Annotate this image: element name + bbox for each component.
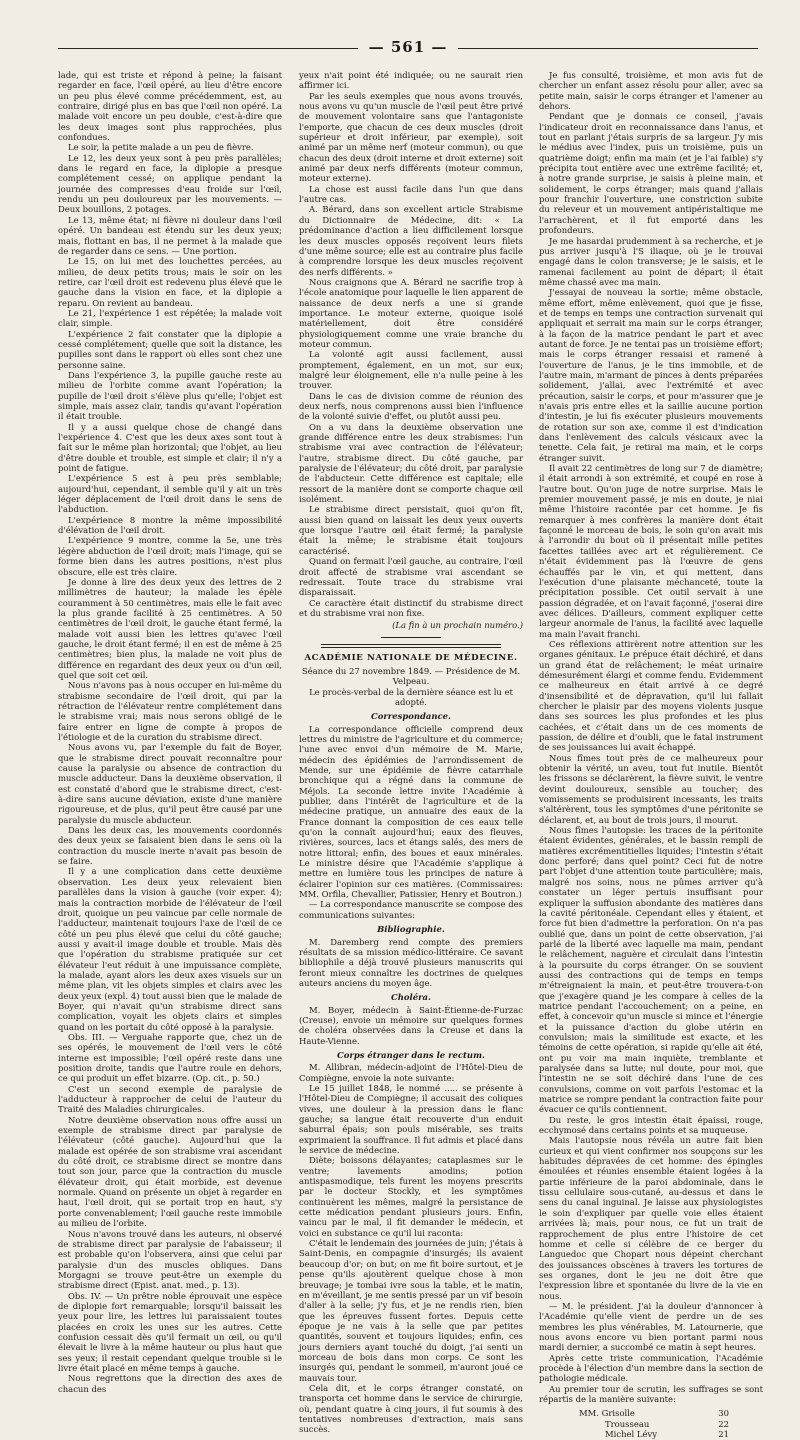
paragraph: yeux n'ait point été indiquée; ou ne saurait rien affirmer ici. xyxy=(299,70,523,91)
paragraph: On a vu dans la deuxième observation une grande différence entre les deux strabismes: l'un strabisme vrai avec contraction de l'élévateur; l'autre, strabisme direct. Du côté gauche, par paralysie de l'élévateur; du côté droit, par paralysie de l'abducteur. Cette différence est capitale; elle ressort de la manière dont se comporte chaque œil isolément. xyxy=(299,421,523,505)
paragraph: Dans l'expérience 3, la pupille gauche reste au milieu de l'orbite comme avant l'opération; la pupille de l'œil droit s'élève plus qu'elle; l'objet est simple, mais assez clair, tandis qu'avant l'opération il était trouble. xyxy=(58,369,282,422)
vote-row xyxy=(579,1429,729,1439)
paragraph: Nous fîmes l'autopsie: les traces de la péritonite étaient évidentes, générales, et le bassin rempli de matières excrémentitielles liquides; l'intestin s'était donc perforé; dans quel point? Ceci fut de notre part l'objet d'une attention toute particulière; mais, malgré nos soins, nous ne pûmes arriver qu'à constater un léger pertuis insuffisant pour expliquer la suffusion abondante des matières dans la cavité péritonéale. Cependant elles y étaient, et force fut bien d'admettre la perforation. On n'a pas oublié que, dans un point de cette observation, j'ai parlé de la liberté avec laquelle ma main, pendant le relâchement, naguère et circulait dans l'intestin à la poursuite du corps étranger. On se souvient aussi des contractions qui de temps en temps m'étreignaient la main, et peut-être trouvera-t-on que j'exagère quand je les compare à celles de la matrice pendant l'accouchement; on a peine, en effet, à concevoir qu'un muscle si mince et l'énergie et la puissance d'action du globe utérin en convulsion; mais la similitude est exacte, et les témoins de cette opération, si rapide qu'elle ait été, ont pu voir ma main inquiète, tremblante et paralysée dans sa lutte; nul doute, pour moi, que l'intestin ne se soit déchiré dans l'une de ces convulsions, comme on voit parfois l'estomac et la matrice se rompre pendant la contraction faite pour évacuer ce qu'ils contiennent. xyxy=(539,825,763,1115)
paragraph: Par les seuls exemples que nous avons trouvés, nous avons vu qu'un muscle de l'œil peut être privé de mouvement volontaire sans que l'antagoniste l'emporte, que chacun de ces deux muscles (droit supérieur et droit inférieur, par exemple), soit animé par un même nerf (moteur commun), ou que chacun des deux (droit interne et droit externe) soit animé par deux nerfs différents (moteur commun, moteur externe). xyxy=(299,90,523,184)
paragraph: Nous n'avons pas à nous occuper en lui-même du strabisme secondaire de l'œil droit, qui par la rétraction de l'élévateur rentre complétement dans le strabisme vrai; mais nous serons obligé de le faire entrer en ligne de compte à propos de l'étiologie et de la curation du strabisme direct. xyxy=(58,680,282,742)
column-1 xyxy=(58,70,282,1394)
continued-note: (La fin à un prochain numéro.) xyxy=(392,620,523,631)
paragraph: C'est un second exemple de paralysie de l'adducteur à rapprocher de celui de l'auteur du Traité des Maladies chirurgicales. xyxy=(58,1083,282,1115)
vote-count: 22 xyxy=(718,1418,729,1429)
paragraph: A. Bérard, dans son excellent article Strabisme du Dictionnaire de Médecine, dit: « La prédominance d'action a lieu difficilement lorsque les deux muscles opposés reçoivent leurs filets d'une même source; elle est au contraire plus facile à comprendre lorsque les deux muscles reçoivent des nerfs différents. » xyxy=(299,204,523,277)
session-line: Séance du 27 novembre 1849. — Présidence de M. Velpeau. xyxy=(301,665,521,687)
paragraph: lade, qui est triste et répond à peine; la faisant regarder en face, l'œil opéré, au lieu d'être encore un peu plus élevé comme précédemment, est, au contraire, dirigé plus en bas que l'œil non opéré. La malade voit encore un peu double, c'est-à-dire que les deux images sont plus rapprochées, plus confondues. xyxy=(58,70,282,143)
paragraph: Le 12, les deux yeux sont à peu près parallèles; dans le regard en face, la diplopie a presque complétement cessé; on applique pendant la journée des compresses d'eau froide sur l'œil, rendu un peu douloureux par les mouvements. — Deux bouillons, 2 potages. xyxy=(58,152,282,215)
paragraph: Du reste, le gros intestin était épaissi, rouge, ecchymosé dans certains points et sa muqueuse. xyxy=(539,1114,763,1136)
page-header xyxy=(58,38,758,58)
paragraph: Nous n'avons trouvé dans les auteurs, ni observé de strabisme direct par paralysie de l'abaisseur; il est probable qu'on l'observera, ainsi que celui par paralysie d'un des muscles obliques. Dans Morgagni se trouve peut-être un exemple du strabisme direct (Epist. anat. med., p. 13). xyxy=(58,1228,282,1291)
paragraph: Nous fîmes tout près de ce malheureux pour obtenir la vérité, un aveu, tout fut inutile. Bientôt les frissons se déclarèrent, la fièvre suivit, le ventre devint douloureux, sensible au toucher; des vomissements se produisirent incessants, les traits s'altérèrent, tous les symptômes d'une péritonite se déclarent, et, au bout de trois jours, il mourut. xyxy=(539,752,763,825)
paragraph: M. Boyer, médecin à Saint-Étienne-de-Furzac (Creuse), envoie un mémoire sur quelques formes de choléra observées dans la Creuse et dans la Haute-Vienne. xyxy=(299,1004,523,1046)
paragraph: Le soir, la petite malade a un peu de fièvre. xyxy=(68,142,254,153)
paragraph: M. Daremberg rend compte des premiers résultats de sa mission médico-littéraire. Ce savant bibliophile a déjà trouvé plusieurs manuscrits qui feront mieux connaître les doctrines de quelques auteurs anciens du moyen âge. xyxy=(299,936,523,988)
subheading-cholera: Choléra. xyxy=(391,992,431,1003)
paragraph: Obs. III. — Verguahe rapporte que, chez un de ses opérés, le mouvement de l'œil vers le côté interne est impossible; l'œil opéré reste dans une position droite, tandis que l'autre roule en dehors, ce qui produit un effet bizarre. (Op. cit., p. 50.) xyxy=(58,1031,282,1084)
academy-title: ACADÉMIE NATIONALE DE MÉDECINE. xyxy=(304,652,518,663)
paragraph: La chose est aussi facile dans l'un que dans l'autre cas. xyxy=(299,183,523,205)
paragraph: Cela dit, et le corps étranger constaté, on transporta cet homme dans le service de chirurgie, où, pendant quatre à cinq jours, il fut soumis à des tentatives nombreuses d'extraction, mais sans succès. xyxy=(299,1382,523,1435)
paragraph: La volonté agit aussi facilement, aussi promptement, également, en un mot, sur eux; malgré leur éloignement, elle n'a nulle peine à les trouver. xyxy=(299,349,523,391)
section-divider xyxy=(381,637,441,638)
candidate-name: Trousseau xyxy=(605,1418,650,1429)
paragraph: L'expérience 5 est à peu près semblable; aujourd'hui, cependant, il semble qu'il y ait un très léger déplacement de l'œil droit dans le sens de l'abduction. xyxy=(58,473,282,515)
paragraph: Je donne à lire des deux yeux des lettres de 2 millimètres de hauteur; la malade les épèle couramment à 50 centimètres, mais elle le fait avec la plus grande facilité à 25 centimètres. A 50 centimètres de l'œil droit, le gauche étant fermé, la malade voit aussi bien les lettres qu'avec l'œil gauche, le droit étant fermé; il en est de même à 25 centimètres; bien plus, la malade ne voit plus de différence en regardant des deux yeux ou d'un œil, quel que soit cet œil. xyxy=(58,576,282,680)
paragraph: Nous avons vu, par l'exemple du fait de Boyer, que le strabisme direct pouvait reconnaître pour cause la paralysie ou absence de contraction du muscle adducteur. Dans la deuxième observation, il est constaté d'abord que le strabisme direct, c'est-à-dire sans aucune déviation, existe d'une manière rigoureuse, et de plus, qu'il peut être causé par une paralysie du muscle abducteur. xyxy=(58,742,282,825)
paragraph: Au premier tour de scrutin, les suffrages se sont répartis de la manière suivante: xyxy=(539,1383,763,1404)
page-number: — 561 — xyxy=(368,38,448,56)
subheading-bibliographie: Bibliographie. xyxy=(377,924,445,935)
paragraph: C'était le lendemain des journées de juin; j'étais à Saint-Denis, en compagnie d'insurgés; ils avaient beaucoup d'or; on but; on me fit boire surtout, et je pense qu'ils ajoutèrent quelque chose à mon breuvage; je tombai ivre sous la table, et le matin, en m'éveillant, je me sentis pressé par un vif besoin d'aller à la selle; j'y fus, et je ne rendis rien, bien que les épreuves fussent fortes. Depuis cette époque je ne vais à la selle que par petites quantités, souvent et toujours liquides; enfin, ces jours derniers ayant touché du doigt, j'ai senti un morceau de bois dans mon corps. Ce sont les insurgés qui, pendant le sommeil, m'auront joué ce mauvais tour. xyxy=(299,1238,523,1383)
vote-results-table xyxy=(579,1408,729,1439)
paragraph: Quand on fermait l'œil gauche, au contraire, l'œil droit affecté de strabisme vrai ascendant se redressait. Toute trace du strabisme vrai disparaissait. xyxy=(299,556,523,598)
paragraph: Il y a une complication dans cette deuxième observation. Les deux yeux relevaient bien parallèles dans la vision à gauche (voir exper. 4); mais la contraction morbide de l'élévateur de l'œil droit, quoique un peu vaincue par celle normale de l'adducteur, maintenait toujours l'axe de l'œil de ce côté un peu plus élevé que celui du côté gauche; aussi y avait-il image double et trouble. Mais dès que l'opération du strabisme pratiquée sur cet élévateur l'eut réduit à une impuissance complète, la malade, ayant alors les deux axes visuels sur un même plan, vit les objets simples et clairs avec les deux yeux (expl. 4) tout aussi bien que le malade de Boyer, qui n'avait qu'un strabisme direct sans complication, voyait les objets clairs et simples quand on les portait du côté opposé à la paralysie. xyxy=(58,866,282,1032)
column-3 xyxy=(539,70,763,1440)
vote-count: 21 xyxy=(718,1429,729,1440)
vote-row xyxy=(579,1408,729,1418)
paragraph: Après cette triste communication, l'Académie procède à l'élection d'un membre dans la section de pathologie médicale. xyxy=(539,1352,763,1384)
paragraph: Il avait 22 centimètres de long sur 7 de diamètre; il était arrondi à son extrémité, et coupé en rose à l'autre bout. Qu'on juge de notre surprise. Mais le premier mouvement passé, je mis en doute, je niai même l'histoire racontée par cet homme. Je fis remarquer à mes confrères la manière dont était façonné le morceau de bois, le soin qu'on avait mis à l'arrondir du bout où il présentait mille petites facettes taillées avec art et régulièrement. Ce n'était évidemment pas là l'œuvre de gens échauffés par le vin, et qui mettent, dans l'exécution d'une plaisante méchanceté, toute la précipitation possible. Cet outil servait à une passion dégradée, et on l'avait façonné, j'oserai dire avec délices. D'ailleurs, comment expliquer cette largeur anormale de l'anus, la facilité avec laquelle ma main l'avait franchi. xyxy=(539,463,763,639)
paragraph: Dans les deux cas, les mouvements coordonnés des deux yeux se faisaient bien dans le sens où la contraction du muscle inerte n'avait pas besoin de se faire. xyxy=(58,825,282,867)
section-rule xyxy=(321,644,501,648)
paragraph: L'expérience 8 montre la même impossibilité d'élévation de l'œil droit. xyxy=(58,514,282,536)
paragraph: L'expérience 9 montre, comme la 5e, une très légère abduction de l'œil droit; mais l'image, qui se forme bien dans les autres positions, n'est plus obscure, elle est très claire. xyxy=(58,535,282,577)
paragraph: Le 21, l'expérience 1 est répétée; la malade voit clair, simple. xyxy=(58,307,282,329)
paragraph: J'essayai de nouveau la sortie; même obstacle, même effort, même enlèvement, quoi que je fisse, et de temps en temps une contraction survenait qui appliquait et serrait ma main sur le corps étranger, à la façon de la matrice pendant le part et avec autant de force. Je ne tentai pas un troisième effort; mais le corps étranger ressaisi et ramené à l'ouverture de l'anus, je le tins immobile, et de l'autre main, m'armant de pinces à dents préparées solidement, j'allai, avec l'extrémité et avec précaution, saisir le corps, et pour m'assurer que je n'avais pris entre elles et la saillie aucune portion d'intestin, je lui fis exécuter plusieurs mouvements de rotation sur son axe, comme il est d'indication dans l'enlèvement des calculs vésicaux avec la tenette. Cela fait, je retirai ma main, et le corps étranger suivit. xyxy=(539,287,763,463)
paragraph: Le strabisme direct persistait, quoi qu'on fît, aussi bien quand on laissait les deux yeux ouverts que lorsque l'autre œil était fermé; la paralysie était la même; le strabisme était toujours caractérisé. xyxy=(299,504,523,556)
column-2 xyxy=(299,70,523,1435)
subheading-correspondance: Correspondance. xyxy=(371,711,451,722)
vote-row xyxy=(579,1419,729,1429)
paragraph: Mais l'autopsie nous révéla un autre fait bien curieux et qui vient confirmer nos soupçons sur les habitudes dépravées de cet homme: des épingles émoulées et réunies ensemble étaient logées à la partie inférieure de la paroi abdominale, dans le tissu cellulaire sous-cutané, au-dessus et dans le sens du canal inguinal. Je laisse aux physiologistes le soin d'expliquer par quelle voie elles étaient arrivées là; mais, pour nous, ce fut un trait de rapprochement de plus entre l'histoire de cet homme et celle si célèbre de ce berger du Languedoc que Chopart nous dépeint cherchant des jouissances obscènes à travers les tortures de ses organes, dont le jeu ne doit être que l'expression libre et spontanée du livre de la vie en nous. xyxy=(539,1135,763,1301)
paragraph: — La correspondance manuscrite se compose des communications suivantes: xyxy=(299,899,523,920)
paragraph: Nous regrettons que la direction des axes de chacun des xyxy=(58,1373,282,1394)
vote-count: 30 xyxy=(718,1408,729,1419)
paragraph: Pendant que je donnais ce conseil, j'avais l'indicateur droit en reconnaissance dans l'anus, et tout en parlant j'étais surpris de sa largeur. J'y mis le médius avec l'index, puis un troisième, puis un quatrième doigt; enfin ma main (et je l'ai faible) s'y précipita tout entière avec une extrême facilité; et, à notre grande surprise, je saisis à pleine main, et solidement, le corps étranger; mais quand j'allais pour franchir l'ouverture, une constriction subite du releveur et un mouvement antipéristaltique me l'arrachèrent, et il fut emporté dans les profondeurs. xyxy=(539,111,763,236)
paragraph: Le 15, on lui met des louchettes percées, au milieu, de deux petits trous; mais le soir on les retire, car l'œil droit est redevenu plus élevé que le gauche dans la vision en face, et la diplopie a reparu. On revient au bandeau. xyxy=(58,256,282,308)
candidate-name: Michel Lévy xyxy=(605,1429,658,1440)
paragraph: Notre deuxième observation nous offre aussi un exemple de strabisme direct par paralysie de l'élévateur (côté gauche). Aujourd'hui que la malade est opérée de son strabisme vrai ascendant du côté droit, ce strabisme direct se montre dans tout son jour, parce que la contraction du muscle élévateur droit, qui était morbide, est devenue normale. Quand on présente un objet à regarder en haut, l'œil droit, qui se portait trop en haut, s'y porte convenablement; l'œil gauche reste immobile au milieu de l'orbite. xyxy=(58,1114,282,1229)
article-columns xyxy=(58,70,763,1440)
paragraph: M. Allibran, médecin-adjoint de l'Hôtel-Dieu de Compiègne, envoie la note suivante: xyxy=(299,1062,523,1083)
candidate-name: MM. Grisolle xyxy=(579,1408,635,1419)
paragraph: Je fus consulté, troisième, et mon avis fut de chercher un enfant assez résolu pour aller, avec sa petite main, saisir le corps étranger et l'amener au dehors. xyxy=(539,70,763,112)
paragraph: Ces réflexions attirèrent notre attention sur les organes génitaux. Le prépuce était déchiré, et dans un grand état de relâchement; le méat urinaire démesurément élargi et comme fendu. Evidemment ce malheureux en était arrivé à ce degré d'insensibilité et de dépravation, qu'il lui fallait chercher le plaisir par des moyens violents jusque dans ses sources les plus profondes et les plus cachées, et c'était dans un de ces moments de passion, de délire et d'oubli, que le fatal instrument de ses jouissances lui avait échappé. xyxy=(539,638,763,753)
header-rule-right xyxy=(458,48,758,49)
paragraph: L'expérience 2 fait constater que la diplopie a cessé complétement; quelle que soit la distance, les pupilles sont dans le rapport où elles sont chez une personne saine. xyxy=(58,328,282,370)
paragraph: Nous craignons que A. Bérard ne sacrifie trop à l'école anatomique pour laquelle le lien apparent de naissance de deux nerfs a une si grande importance. Le moteur externe, quoique isolé matériellement, doit être considéré physiologiquement comme une vraie branche du moteur commun. xyxy=(299,276,523,349)
paragraph: Diète; boissons délayantes; cataplasmes sur le ventre; lavements amodins; potion antispasmodique, tels furent les moyens prescrits par le docteur Stockly, et les symptômes continuèrent les mêmes, malgré la persistance de cette médication pendant plusieurs jours. Enfin, vaincu par le mal, il fit demander le médecin, et voici en substance ce qu'il lui raconta: xyxy=(299,1155,523,1238)
paragraph: Obs. IV. — Un prêtre noble éprouvait une espèce de diplopie fort remarquable; lorsqu'il baissait les yeux pour lire, les lettres lui paraissaient toutes placées en croix les unes sur les autres. Cette confusion cessait dès qu'il fermait un œil, ou qu'il élevait le livre à la même hauteur ou plus haut que ses yeux; il restait cependant quelque trouble si le livre était placé en même temps à gauche. xyxy=(58,1290,282,1373)
paragraph: Le 13, même état; ni fièvre ni douleur dans l'œil opéré. Un bandeau est étendu sur les deux yeux; mais, flottant en bas, il ne permet à la malade que de regarder dans ce sens. — Une portion. xyxy=(58,214,282,256)
paragraph: Je me hasardai prudemment à sa recherche, et je pus arriver jusqu'à l'S iliaque, où je le trouvai engagé dans le colon transverse; je le saisis, et le ramenai facilement au point de départ; il était même chassé avec ma main. xyxy=(539,235,763,287)
minutes-line: Le procès-verbal de la dernière séance est lu et adopté. xyxy=(309,686,513,707)
paragraph: Le 15 juillet 1848, le nommé ..... se présente à l'Hôtel-Dieu de Compiègne; il accusait des coliques vives, une douleur à la pression dans le flanc gauche; sa langue était recouverte d'un enduit saburral épais; son pouls misérable, ses traits exprimaient la souffrance. Il fut admis et placé dans le service de médecine. xyxy=(299,1082,523,1156)
paragraph: Ce caractère était distinctif du strabisme direct et du strabisme vrai non fixe. xyxy=(299,597,523,618)
subheading-corps-etranger: Corps étranger dans le rectum. xyxy=(337,1049,485,1060)
paragraph: — M. le président. J'ai la douleur d'annoncer à l'Académie qu'elle vient de perdre un de ses membres les plus vénérables, M. Latournerie, que nous avons encore vu bien portant parmi nous mardi dernier, a succombé ce matin à sept heures. xyxy=(539,1300,763,1353)
paragraph: La correspondance officielle comprend deux lettres du ministre de l'agriculture et du commerce; l'une avec envoi d'un mémoire de M. Marie, médecin des épidémies de l'arrondissement de Mende, sur une épidémie de fièvre catarrhale bronchique qui a régné dans la commune de Méjols. La seconde lettre invite l'Académie à publier, dans l'intérêt de l'agriculture et de la médecine pratique, un annuaire des eaux de la France donnant la composition de ces eaux telle qu'on la connaît aujourd'hui; eaux des fleuves, rivières, sources, lacs et étangs salés, des mers de notre littoral; enfin, des boues et eaux minérales. Le ministre désire que l'Académie s'applique à mettre en lumière tous les principes de nature à éclairer l'opinion sur ces matières. (Commissaires: MM. Orfila, Chevallier, Patissier, Henry et Boutron.) xyxy=(299,723,523,900)
paragraph: Il y a aussi quelque chose de changé dans l'expérience 4. C'est que les deux axes sont tout à fait sur le même plan horizontal; que l'objet, au lieu d'être double et trouble, est simple et clair; il n'y a point de fatigue. xyxy=(58,421,282,474)
paragraph: Dans le cas de division comme de réunion des deux nerfs, nous comprenons aussi bien l'influence de la volonté suivie d'effet, ou plutôt aussi peu. xyxy=(299,390,523,422)
